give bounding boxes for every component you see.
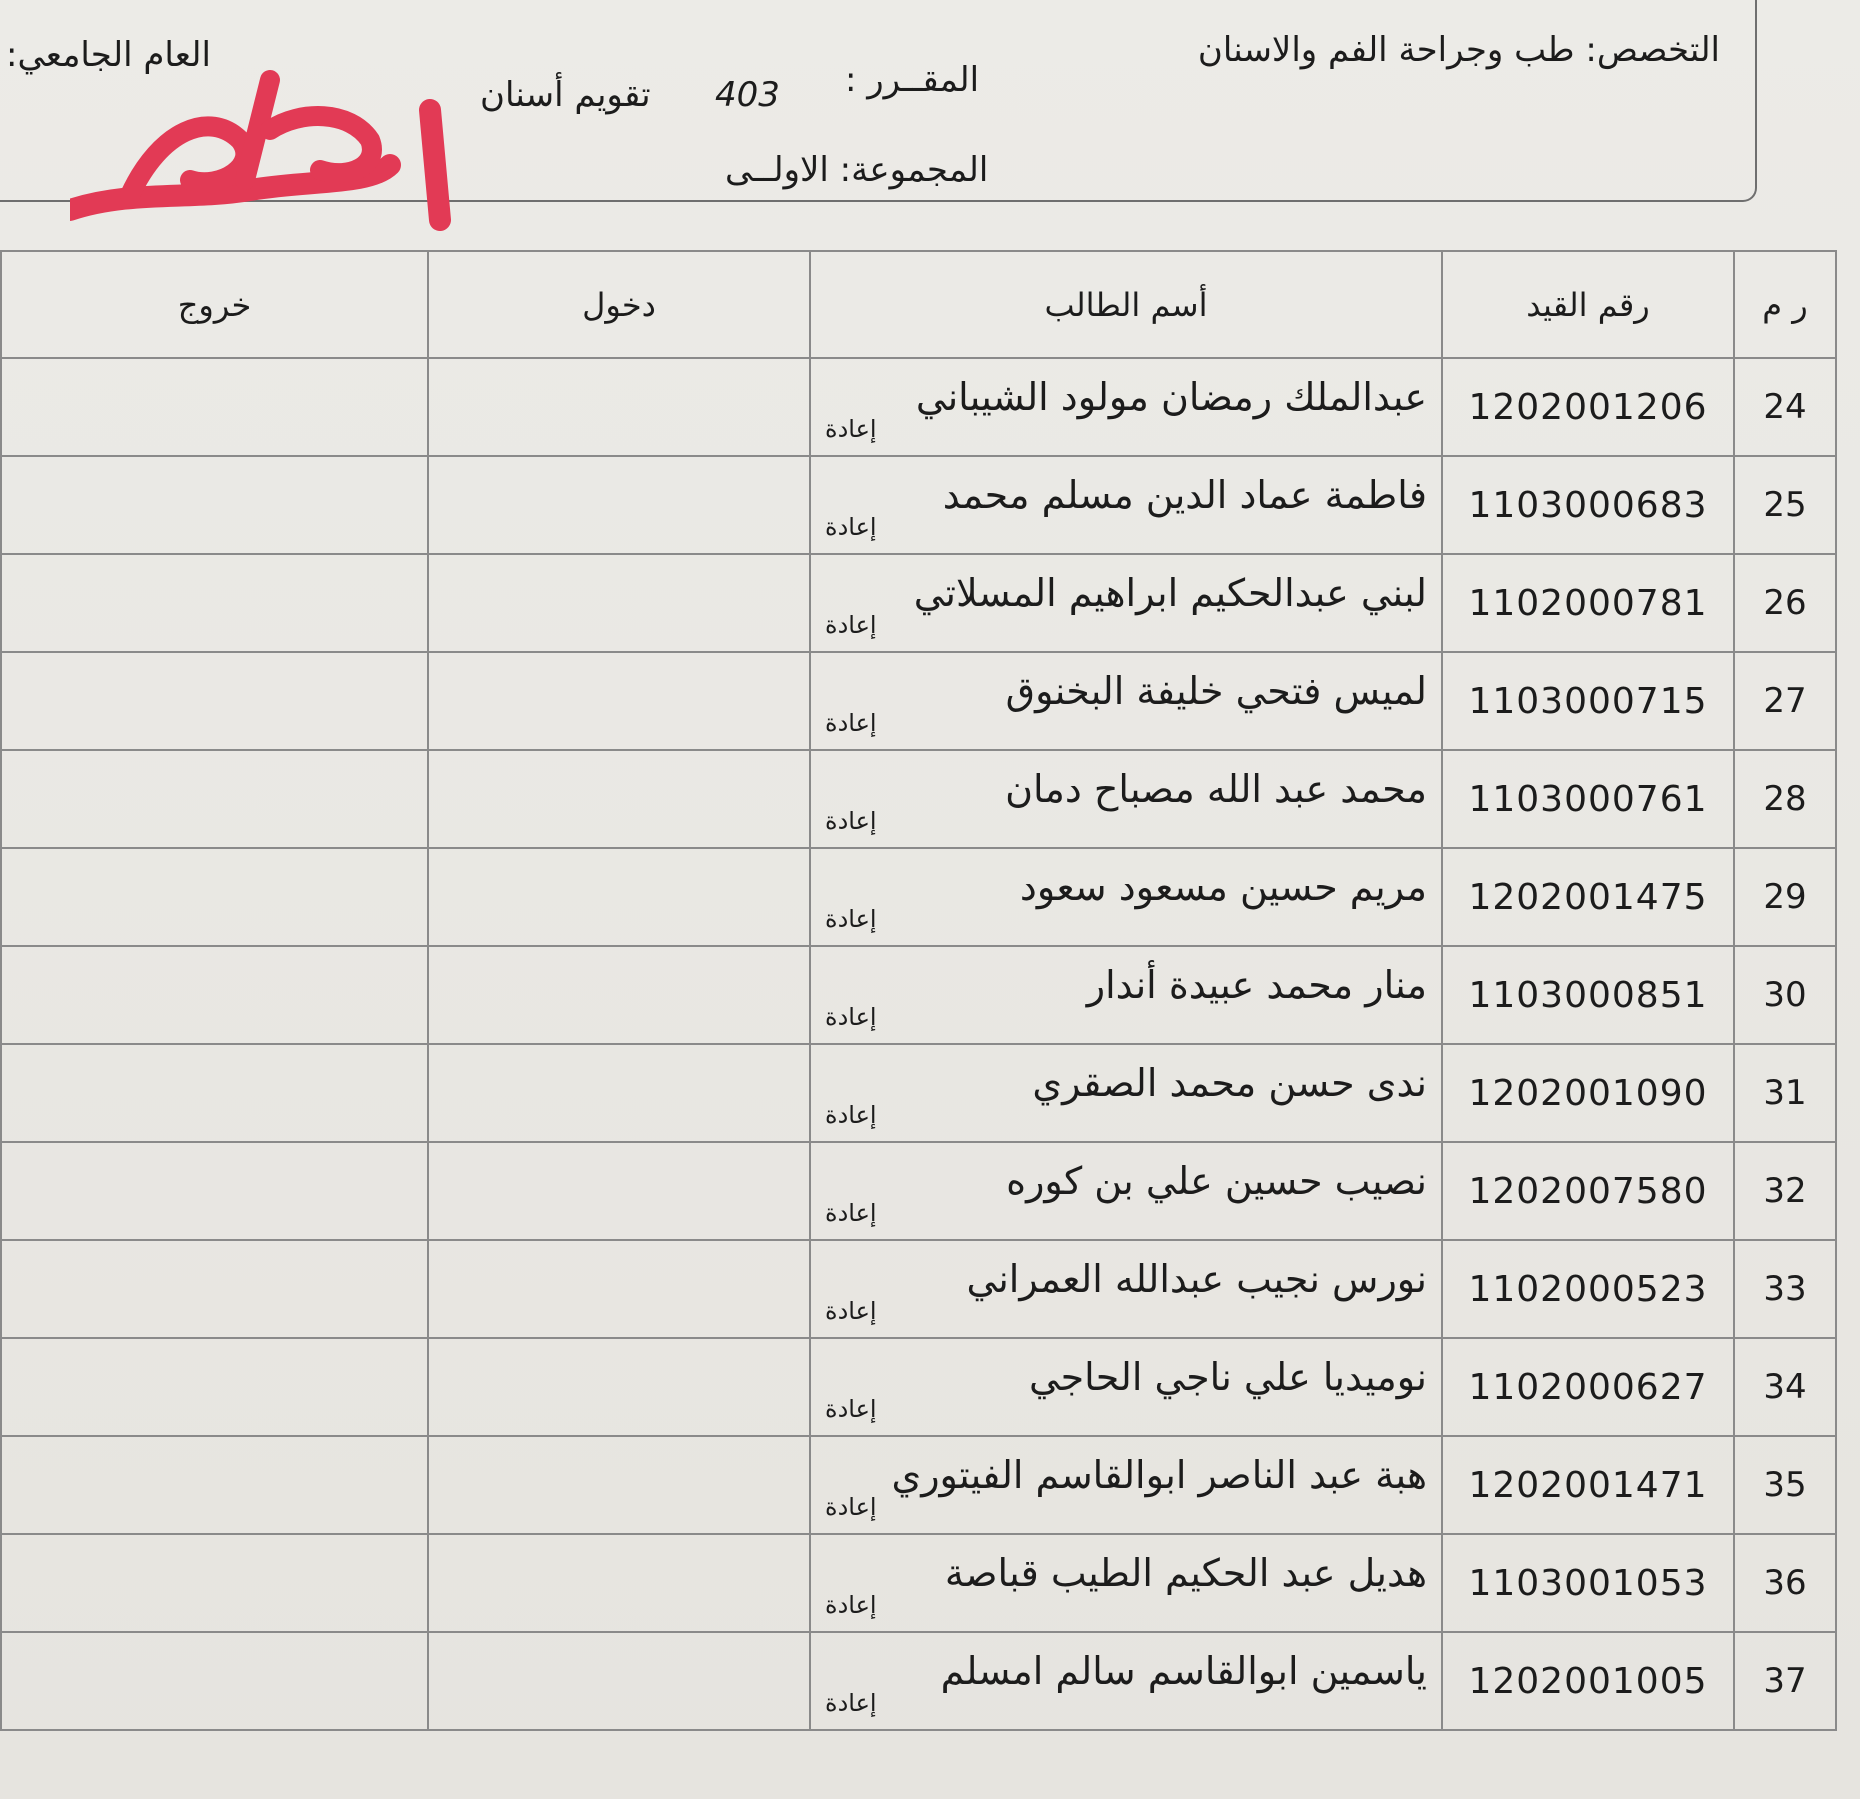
col-header-num: ر م bbox=[1734, 251, 1836, 358]
table-row bbox=[1, 1632, 1836, 1730]
student-name-cell bbox=[810, 1240, 1442, 1338]
exit-cell[interactable] bbox=[1, 652, 428, 750]
student-name-cell bbox=[810, 554, 1442, 652]
student-name-cell bbox=[810, 1044, 1442, 1142]
repeat-status: إعادة bbox=[825, 1003, 877, 1031]
row-number: 34 bbox=[1734, 1338, 1836, 1436]
academic-year-label: العام الجامعي: bbox=[6, 35, 211, 75]
entry-cell[interactable] bbox=[428, 848, 810, 946]
table-row bbox=[1, 750, 1836, 848]
handwritten-mark-image bbox=[70, 70, 460, 240]
student-id: 1103000851 bbox=[1442, 946, 1734, 1044]
table-row bbox=[1, 456, 1836, 554]
table-header-row bbox=[1, 251, 1836, 358]
repeat-status: إعادة bbox=[825, 1101, 877, 1129]
course-name: تقويم أسنان bbox=[480, 75, 651, 115]
student-name: منار محمد عبيدة أندار bbox=[1086, 963, 1427, 1007]
specialization-label: التخصص: طب وجراحة الفم والاسنان bbox=[1197, 30, 1720, 70]
table-row bbox=[1, 848, 1836, 946]
student-id: 1102000627 bbox=[1442, 1338, 1734, 1436]
student-name: محمد عبد الله مصباح دمان bbox=[1005, 767, 1427, 811]
table-row bbox=[1, 1436, 1836, 1534]
col-header-id: رقم القيد bbox=[1442, 251, 1734, 358]
student-name: هبة عبد الناصر ابوالقاسم الفيتوري bbox=[891, 1453, 1427, 1497]
table-row bbox=[1, 946, 1836, 1044]
table-row bbox=[1, 1534, 1836, 1632]
roster-table-container bbox=[0, 250, 1825, 1750]
student-name: فاطمة عماد الدين مسلم محمد bbox=[942, 473, 1427, 517]
student-name: لميس فتحي خليفة البخنوق bbox=[1005, 669, 1427, 713]
repeat-status: إعادة bbox=[825, 807, 877, 835]
student-id: 1202007580 bbox=[1442, 1142, 1734, 1240]
exit-cell[interactable] bbox=[1, 1142, 428, 1240]
row-number: 33 bbox=[1734, 1240, 1836, 1338]
entry-cell[interactable] bbox=[428, 554, 810, 652]
exit-cell[interactable] bbox=[1, 1436, 428, 1534]
student-name-cell bbox=[810, 652, 1442, 750]
roster-table bbox=[0, 250, 1837, 1731]
exit-cell[interactable] bbox=[1, 456, 428, 554]
student-name: هديل عبد الحكيم الطيب قباصة bbox=[944, 1551, 1427, 1595]
table-row bbox=[1, 1338, 1836, 1436]
student-id: 1102000781 bbox=[1442, 554, 1734, 652]
student-name-cell bbox=[810, 1436, 1442, 1534]
entry-cell[interactable] bbox=[428, 358, 810, 456]
row-number: 32 bbox=[1734, 1142, 1836, 1240]
student-name-cell bbox=[810, 1632, 1442, 1730]
repeat-status: إعادة bbox=[825, 1689, 877, 1717]
col-header-in: دخول bbox=[428, 251, 810, 358]
entry-cell[interactable] bbox=[428, 1534, 810, 1632]
exit-cell[interactable] bbox=[1, 750, 428, 848]
student-name: مريم حسين مسعود سعود bbox=[1019, 865, 1427, 909]
repeat-status: إعادة bbox=[825, 415, 877, 443]
student-name-cell bbox=[810, 1338, 1442, 1436]
student-name: نوميديا علي ناجي الحاجي bbox=[1028, 1355, 1427, 1399]
entry-cell[interactable] bbox=[428, 946, 810, 1044]
course-label: المقــرر : bbox=[845, 60, 980, 100]
row-number: 37 bbox=[1734, 1632, 1836, 1730]
student-id: 1103001053 bbox=[1442, 1534, 1734, 1632]
repeat-status: إعادة bbox=[825, 1493, 877, 1521]
student-name-cell bbox=[810, 1534, 1442, 1632]
student-id: 1103000761 bbox=[1442, 750, 1734, 848]
repeat-status: إعادة bbox=[825, 513, 877, 541]
entry-cell[interactable] bbox=[428, 1044, 810, 1142]
table-row bbox=[1, 358, 1836, 456]
entry-cell[interactable] bbox=[428, 750, 810, 848]
student-id: 1202001090 bbox=[1442, 1044, 1734, 1142]
row-number: 25 bbox=[1734, 456, 1836, 554]
row-number: 31 bbox=[1734, 1044, 1836, 1142]
table-row bbox=[1, 1044, 1836, 1142]
student-name: عبدالملك رمضان مولود الشيباني bbox=[915, 375, 1427, 419]
student-name-cell bbox=[810, 456, 1442, 554]
exit-cell[interactable] bbox=[1, 848, 428, 946]
col-header-name: أسم الطالب bbox=[810, 251, 1442, 358]
exit-cell[interactable] bbox=[1, 1338, 428, 1436]
repeat-status: إعادة bbox=[825, 709, 877, 737]
student-name-cell bbox=[810, 848, 1442, 946]
entry-cell[interactable] bbox=[428, 1338, 810, 1436]
table-row bbox=[1, 652, 1836, 750]
row-number: 29 bbox=[1734, 848, 1836, 946]
group-label: المجموعة: الاولــى bbox=[725, 150, 989, 190]
student-id: 1202001475 bbox=[1442, 848, 1734, 946]
col-header-out: خروج bbox=[1, 251, 428, 358]
student-name-cell bbox=[810, 946, 1442, 1044]
row-number: 24 bbox=[1734, 358, 1836, 456]
row-number: 26 bbox=[1734, 554, 1836, 652]
entry-cell[interactable] bbox=[428, 1632, 810, 1730]
entry-cell[interactable] bbox=[428, 1436, 810, 1534]
repeat-status: إعادة bbox=[825, 905, 877, 933]
entry-cell[interactable] bbox=[428, 456, 810, 554]
exit-cell[interactable] bbox=[1, 1534, 428, 1632]
student-name-cell bbox=[810, 750, 1442, 848]
student-name: ياسمين ابوالقاسم سالم امسلم bbox=[940, 1649, 1427, 1693]
exit-cell[interactable] bbox=[1, 1044, 428, 1142]
row-number: 35 bbox=[1734, 1436, 1836, 1534]
exit-cell[interactable] bbox=[1, 358, 428, 456]
exit-cell[interactable] bbox=[1, 1632, 428, 1730]
table-row bbox=[1, 1240, 1836, 1338]
student-name: نصيب حسين علي بن كوره bbox=[1006, 1159, 1427, 1203]
course-code: 403 bbox=[715, 75, 780, 115]
student-name: لبني عبدالحكيم ابراهيم المسلاتي bbox=[913, 571, 1427, 615]
row-number: 28 bbox=[1734, 750, 1836, 848]
repeat-status: إعادة bbox=[825, 1591, 877, 1619]
row-number: 27 bbox=[1734, 652, 1836, 750]
student-id: 1202001471 bbox=[1442, 1436, 1734, 1534]
student-name: ندى حسن محمد الصقري bbox=[1032, 1061, 1427, 1105]
student-id: 1103000683 bbox=[1442, 456, 1734, 554]
student-name-cell bbox=[810, 358, 1442, 456]
student-id: 1103000715 bbox=[1442, 652, 1734, 750]
repeat-status: إعادة bbox=[825, 1297, 877, 1325]
entry-cell[interactable] bbox=[428, 1240, 810, 1338]
entry-cell[interactable] bbox=[428, 652, 810, 750]
entry-cell[interactable] bbox=[428, 1142, 810, 1240]
repeat-status: إعادة bbox=[825, 611, 877, 639]
student-id: 1202001005 bbox=[1442, 1632, 1734, 1730]
student-name: نورس نجيب عبدالله العمراني bbox=[966, 1257, 1427, 1301]
exit-cell[interactable] bbox=[1, 1240, 428, 1338]
row-number: 30 bbox=[1734, 946, 1836, 1044]
repeat-status: إعادة bbox=[825, 1395, 877, 1423]
student-id: 1102000523 bbox=[1442, 1240, 1734, 1338]
student-id: 1202001206 bbox=[1442, 358, 1734, 456]
repeat-status: إعادة bbox=[825, 1199, 877, 1227]
table-row bbox=[1, 1142, 1836, 1240]
exit-cell[interactable] bbox=[1, 946, 428, 1044]
table-row bbox=[1, 554, 1836, 652]
row-number: 36 bbox=[1734, 1534, 1836, 1632]
student-name-cell bbox=[810, 1142, 1442, 1240]
exit-cell[interactable] bbox=[1, 554, 428, 652]
